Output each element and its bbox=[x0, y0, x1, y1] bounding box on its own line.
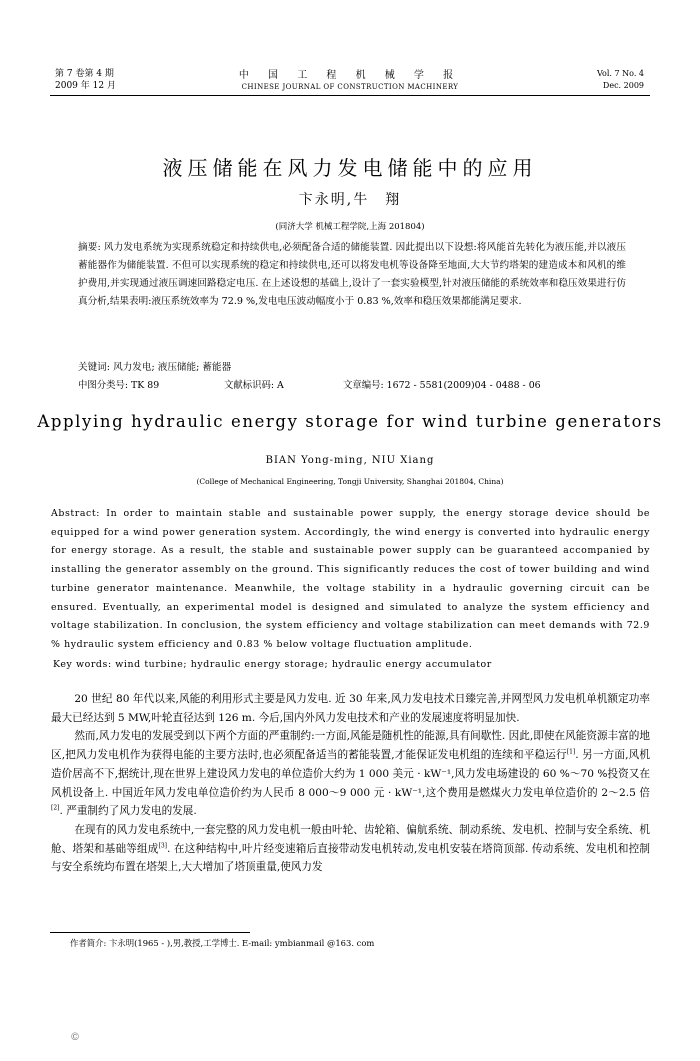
body-paragraph-2-part-b: . 另一方面,风机造价居高不下,据统计,现在世界上建设风力发电的单位造价大约为 1 000 美元 · kW⁻¹,风力发电场建设的 60 %～70 %投资又在风机设备上. 中国近年风力发电单位造价约为人民币 8 000～9 000 元 · kW⁻¹,这个费用是燃煤火力发电单位造价的 2～2.5 倍 bbox=[51, 749, 650, 799]
authors-en: BIAN Yong-ming, NIU Xiang bbox=[265, 455, 435, 466]
body-paragraph-3-part-b: . 在这种结构中,叶片经变速箱后直接带动发电机转动,发电机安装在塔筒顶部. 传动系统、发电机和控制与安全系统均布置在塔架上,大大增加了塔顶重量,使风力发 bbox=[51, 842, 650, 874]
abstract-en bbox=[51, 505, 650, 655]
authors-cn: 卞永明,牛 翔 bbox=[298, 192, 402, 208]
journal-issue-cn bbox=[55, 68, 116, 92]
volume-en: Vol. 7 No. 4 bbox=[597, 69, 644, 78]
footnote-divider bbox=[50, 932, 250, 933]
body-paragraph-2-part-a: 然而,风力发电的发展受到以下两个方面的严重制约:一方面,风能是随机性的能源,具有间歇性. 因此,即使在风能资源丰富的地区,把风力发电机作为获得电能的主要方法时,也必须配备适当的蓄能装置,才能保证发电机组的连续和平稳运行 bbox=[51, 730, 650, 762]
body-paragraph-1: 20 世纪 80 年代以来,风能的利用形式主要是风力发电. 近 30 年来,风力发电技术日臻完善,并网型风力发电机单机额定功率最大已经达到 5 MW,叶轮直径达到 126 m. 今后,国内外风力发电技术和产业的发展速度将明显加快. bbox=[51, 693, 650, 724]
header-divider bbox=[50, 95, 650, 96]
body-paragraph-2-part-c: . 严重制约了风力发电的发展. bbox=[59, 805, 197, 818]
body-paragraph-3 bbox=[51, 821, 650, 877]
citation-3: [3] bbox=[158, 842, 168, 850]
copyright-mark: © bbox=[70, 1032, 80, 1043]
affiliation-en: (College of Mechanical Engineering, Tongji University, Shanghai 201804, China) bbox=[196, 477, 504, 486]
volume-cn: 第 7 卷第 4 期 bbox=[55, 69, 114, 79]
journal-name-en: CHINESE JOURNAL OF CONSTRUCTION MACHINERY bbox=[241, 83, 459, 91]
citation-1: [1] bbox=[566, 748, 576, 756]
clc-number: 中图分类号: TK 89 bbox=[78, 380, 160, 391]
keywords-cn: 关键词: 风力发电; 液压储能; 蓄能器 bbox=[78, 362, 232, 373]
paper-title-en: Applying hydraulic energy storage for wind turbine generators bbox=[37, 412, 663, 431]
body-paragraph-3-part-a: 在现有的风力发电系统中,一套完整的风力发电机一般由叶轮、齿轮箱、偏航系统、制动系统、发电机、控制与安全系统、机舱、塔架和基础等组成 bbox=[51, 823, 650, 855]
document-code: 文献标识码: A bbox=[224, 380, 284, 391]
paper-title-cn: 液压储能在风力发电储能中的应用 bbox=[162, 156, 538, 180]
body-paragraph-2 bbox=[51, 727, 650, 821]
article-number: 文章编号: 1672 - 5581(2009)04 - 0488 - 06 bbox=[343, 380, 541, 391]
body-text bbox=[51, 690, 650, 877]
journal-name-cn: 中 国 工 程 机 械 学 报 bbox=[238, 70, 462, 81]
abstract-en-label: Abstract: bbox=[51, 508, 100, 519]
date-cn: 2009 年 12 月 bbox=[55, 81, 116, 91]
citation-2: [2] bbox=[51, 804, 60, 812]
author-footnote: 作者简介: 卞永明(1965 - ),男,教授,工学博士. E-mail: ymbianmail @163. com bbox=[70, 938, 375, 948]
abstract-en-text: In order to maintain stable and sustainable power supply, the energy storage device should be equipped for a wind power generation system. Accordingly, the wind energy is converted into hydraulic energy for energy storage. As a result, the stable and sustainable power supply can be guaranteed accompanied by installing the generator assembly on the ground. This significantly reduces the cost of tower building and wind turbine generator maintenance. Meanwhile, the voltage stability in a hydraulic governing circuit can be ensured. Eventually, an experimental model is designed and simulated to analyze the system efficiency and voltage stabilization. In conclusion, the system efficiency and voltage stabilization can meet demands with 72.9 % hydraulic system efficiency and 0.83 % below voltage fluctuation amplitude. bbox=[51, 508, 650, 650]
journal-issue-en bbox=[597, 68, 644, 92]
keywords-en: Key words: wind turbine; hydraulic energy storage; hydraulic energy accumulator bbox=[53, 659, 492, 670]
journal-name bbox=[200, 66, 500, 91]
abstract-cn: 摘要: 风力发电系统为实现系统稳定和持续供电,必须配备合适的储能装置. 因此提出以下设想:将风能首先转化为液压能,并以液压蓄能器作为储能装置. 不但可以实现系统的稳定和持续供电,还可以将发电机等设备降至地面,大大节约塔架的建造成本和风机的维护费用,并实现通过液压调速回路稳定电压. 在上述设想的基础上,设计了一套实验模型,针对液压储能的系统效率和稳压效果进行仿真分析,结果表明:液压系统效率为 72.9 %,发电电压波动幅度小于 0.83 %,效率和稳压效果都能满足要求. bbox=[78, 242, 626, 307]
affiliation-cn: (同济大学 机械工程学院,上海 201804) bbox=[275, 222, 425, 232]
date-en: Dec. 2009 bbox=[602, 81, 644, 90]
